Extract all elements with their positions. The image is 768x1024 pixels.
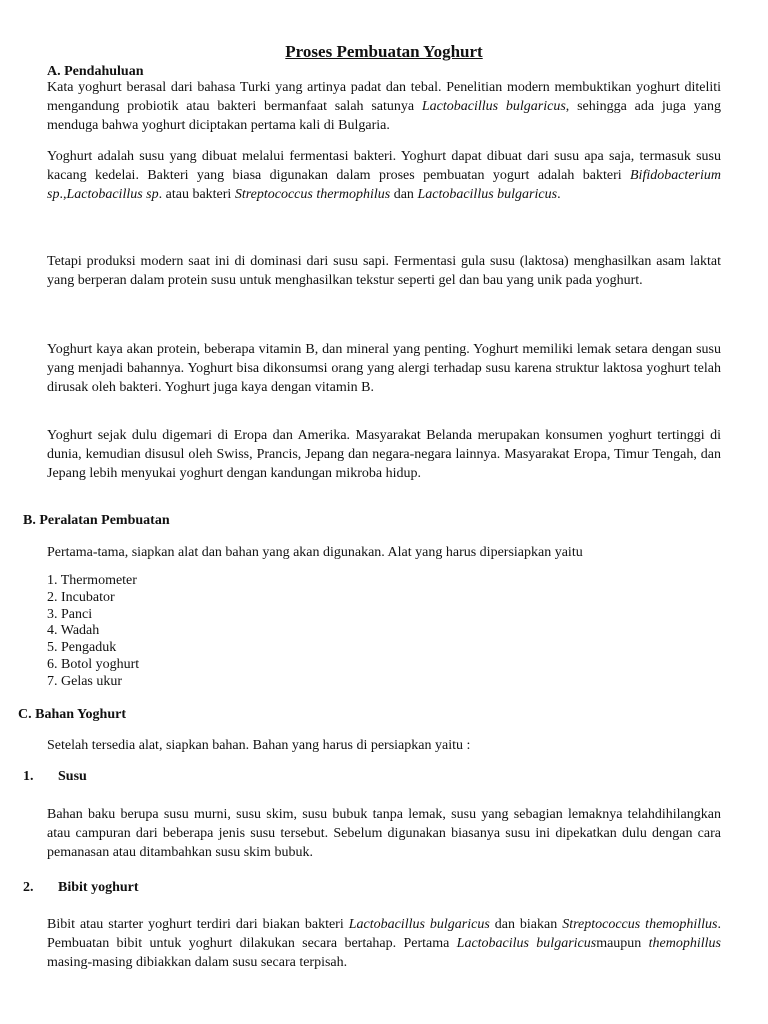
sub-1-number: 1.: [23, 769, 34, 784]
list-item: 6. Botol yoghurt: [47, 656, 140, 672]
list-item: 1. Thermometer: [47, 573, 137, 588]
sub-2-number: 2.: [23, 880, 34, 895]
section-a-paragraph-4: Yoghurt kaya akan protein, beberapa vitamin B, dan mineral yang penting. Yoghurt memiliki lemak setara dengan susu yang menjadi bahannya. Yoghurt bisa dikonsumsi orang yang alergi terhadap susu karena struktur laktosa yoghurt telah dirusak oleh bakteri. Yoghurt juga kaya dengan vitamin B.: [47, 342, 721, 395]
sub-1-body: Bahan baku berupa susu murni, susu skim, susu bubuk tanpa lemak, susu yang sebagian lemaknya telahdihilangkan atau campuran dari beberapa jenis susu tersebut. Sebelum digunakan biasanya susu ini dipekatkan dulu dengan cara pemanasan atau ditambahkan susu skim bubuk.: [47, 807, 721, 860]
section-b-intro: Pertama-tama, siapkan alat dan bahan yang akan digunakan. Alat yang harus dipersiapkan yaitu: [47, 545, 583, 560]
section-c-heading: C. Bahan Yoghurt: [18, 707, 127, 722]
list-item: 7. Gelas ukur: [47, 673, 123, 689]
sub-2-heading: Bibit yoghurt: [58, 880, 139, 895]
section-a-paragraph-2: Yoghurt adalah susu yang dibuat melalui fermentasi bakteri. Yoghurt dapat dibuat dari susu apa saja, termasuk susu kacang kedelai. Bakteri yang biasa digunakan dalam proses pembuatan yogurt adalah bakteri Bifidobacterium sp.,Lactobacillus sp. atau bakteri Streptococcus thermophilus dan Lactobacillus bulgaricus.: [47, 149, 721, 202]
section-a-heading: A. Pendahuluan: [47, 64, 144, 79]
list-item: 2. Incubator: [47, 589, 115, 605]
list-item: 5. Pengaduk: [47, 640, 117, 656]
list-item: 3. Panci: [47, 606, 93, 622]
equipment-list: [47, 573, 139, 691]
section-b-heading: B. Peralatan Pembuatan: [23, 513, 170, 528]
section-a-paragraph-1: Kata yoghurt berasal dari bahasa Turki yang artinya padat dan tebal. Penelitian modern membuktikan yoghurt diteliti mengandung probiotik atau bakteri bermanfaat salah satunya Lactobacillus bulgaricus, sehingga ada juga yang menduga bahwa yoghurt diciptakan pertama kali di Bulgaria.: [47, 80, 721, 133]
list-item: 4. Wadah: [47, 623, 100, 639]
section-a-paragraph-3: Tetapi produksi modern saat ini di dominasi dari susu sapi. Fermentasi gula susu (laktosa) menghasilkan asam laktat yang berperan dalam protein susu untuk menghasilkan tekstur seperti gel dan bau yang unik pada yoghurt.: [47, 254, 721, 288]
sub-2-body: Bibit atau starter yoghurt terdiri dari biakan bakteri Lactobacillus bulgaricus dan biakan Streptococcus themophillus. Pembuatan bibit untuk yoghurt dilakukan secara bertahap. Pertama Lactobacilus bulgaricusmaupun themophillus masing-masing dibiakkan dalam susu secara terpisah.: [47, 917, 722, 970]
page-title: Proses Pembuatan Yoghurt: [285, 42, 483, 61]
section-a-paragraph-5: Yoghurt sejak dulu digemari di Eropa dan Amerika. Masyarakat Belanda merupakan konsumen yoghurt tertinggi di dunia, kemudian disusul oleh Swiss, Prancis, Jepang dan negara-negara lainnya. Masyarakat Eropa, Timur Tengah, dan Jepang lebih menyukai yoghurt dengan kandungan mikroba hidup.: [47, 428, 721, 481]
sub-1-heading: Susu: [58, 769, 87, 784]
section-c-intro: Setelah tersedia alat, siapkan bahan. Bahan yang harus di persiapkan yaitu :: [47, 738, 471, 753]
